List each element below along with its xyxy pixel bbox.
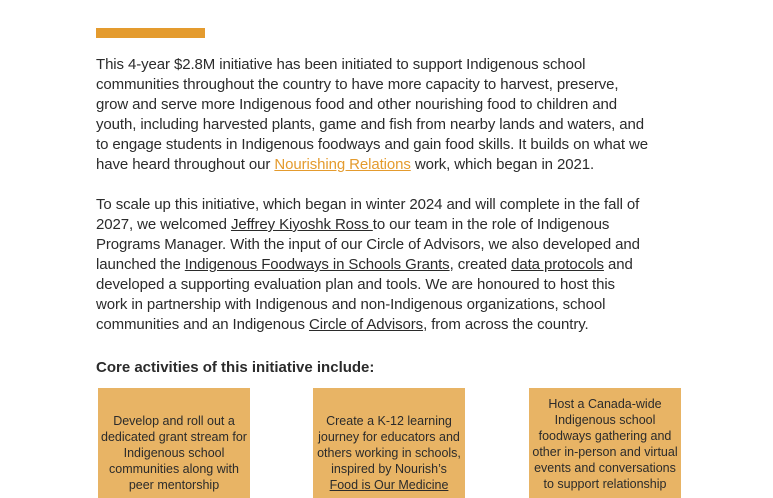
text-line: launched the bbox=[96, 256, 185, 273]
text-line: To scale up this initiative, which began in winter 2024 and will complete in the fall of bbox=[96, 196, 640, 213]
data-protocols-link[interactable]: data protocols bbox=[511, 256, 604, 273]
circle-of-advisors-link[interactable]: Circle of Advisors bbox=[308, 316, 424, 333]
jeffrey-kiyoshk-ross-link[interactable]: Jeffrey Kiyoshk Ross bbox=[230, 216, 373, 233]
scale-paragraph bbox=[96, 195, 640, 335]
text-line: communities throughout the country to have more capacity to harvest, preserve, bbox=[96, 76, 619, 93]
box-line: inspired by Nourish’s bbox=[331, 462, 447, 476]
text-line: youth, including harvested plants, game and fish from nearby lands and waters, and bbox=[96, 116, 644, 133]
core-activities-heading: Core activities of this initiative include: bbox=[96, 359, 375, 376]
box-line: others working in schools, bbox=[317, 446, 461, 460]
box-line: to support relationship bbox=[543, 477, 667, 491]
text-line: and bbox=[603, 256, 633, 273]
box-line: communities along with bbox=[109, 462, 239, 476]
box-line: Indigenous school bbox=[554, 413, 656, 427]
text-line: have heard throughout our bbox=[96, 156, 275, 173]
box-line: other in-person and virtual bbox=[532, 445, 678, 459]
nourishing-relations-link[interactable]: Nourishing Relations bbox=[274, 156, 411, 173]
accent-bar bbox=[96, 28, 205, 38]
text-line: grow and serve more Indigenous food and other nourishing food to children and bbox=[96, 96, 617, 113]
box-line: dedicated grant stream for bbox=[101, 430, 247, 444]
food-is-our-medicine-link[interactable]: Food is Our Medicine bbox=[329, 478, 449, 492]
text-line: This 4-year $2.8M initiative has been initiated to support Indigenous school bbox=[96, 56, 586, 73]
text-line: to our team in the role of Indigenous bbox=[372, 216, 610, 233]
box-line: Develop and roll out a bbox=[113, 414, 235, 428]
box-line: Indigenous school bbox=[123, 446, 225, 460]
text-line: work in partnership with Indigenous and non-Indigenous organizations, school bbox=[96, 296, 606, 313]
text-line: work, which began in 2021. bbox=[410, 156, 595, 173]
box-line: events and conversations bbox=[534, 461, 676, 475]
box-line: journey for educators and bbox=[318, 430, 460, 444]
text-line: , from across the country. bbox=[423, 316, 589, 333]
text-line: , created bbox=[449, 256, 512, 273]
activity-box-learning-journey bbox=[313, 388, 465, 498]
foodways-grants-link[interactable]: Indigenous Foodways in Schools Grants bbox=[184, 256, 450, 273]
text-line: to engage students in Indigenous foodways and gain food skills. It builds on what we bbox=[96, 136, 648, 153]
activity-box-gathering bbox=[529, 388, 681, 498]
text-line: 2027, we welcomed bbox=[96, 216, 231, 233]
box-line: foodways gathering and bbox=[538, 429, 672, 443]
activity-box-grant-stream bbox=[98, 388, 250, 498]
text-line: communities and an Indigenous bbox=[96, 316, 309, 333]
text-line: Programs Manager. With the input of our Circle of Advisors, we also developed and bbox=[96, 236, 640, 253]
intro-paragraph bbox=[96, 55, 648, 175]
box-line: Create a K-12 learning bbox=[326, 414, 452, 428]
text-line: developed a supporting evaluation plan and tools. We are honoured to host this bbox=[96, 276, 615, 293]
box-line: peer mentorship bbox=[128, 478, 220, 492]
box-line: Host a Canada-wide bbox=[548, 397, 662, 411]
